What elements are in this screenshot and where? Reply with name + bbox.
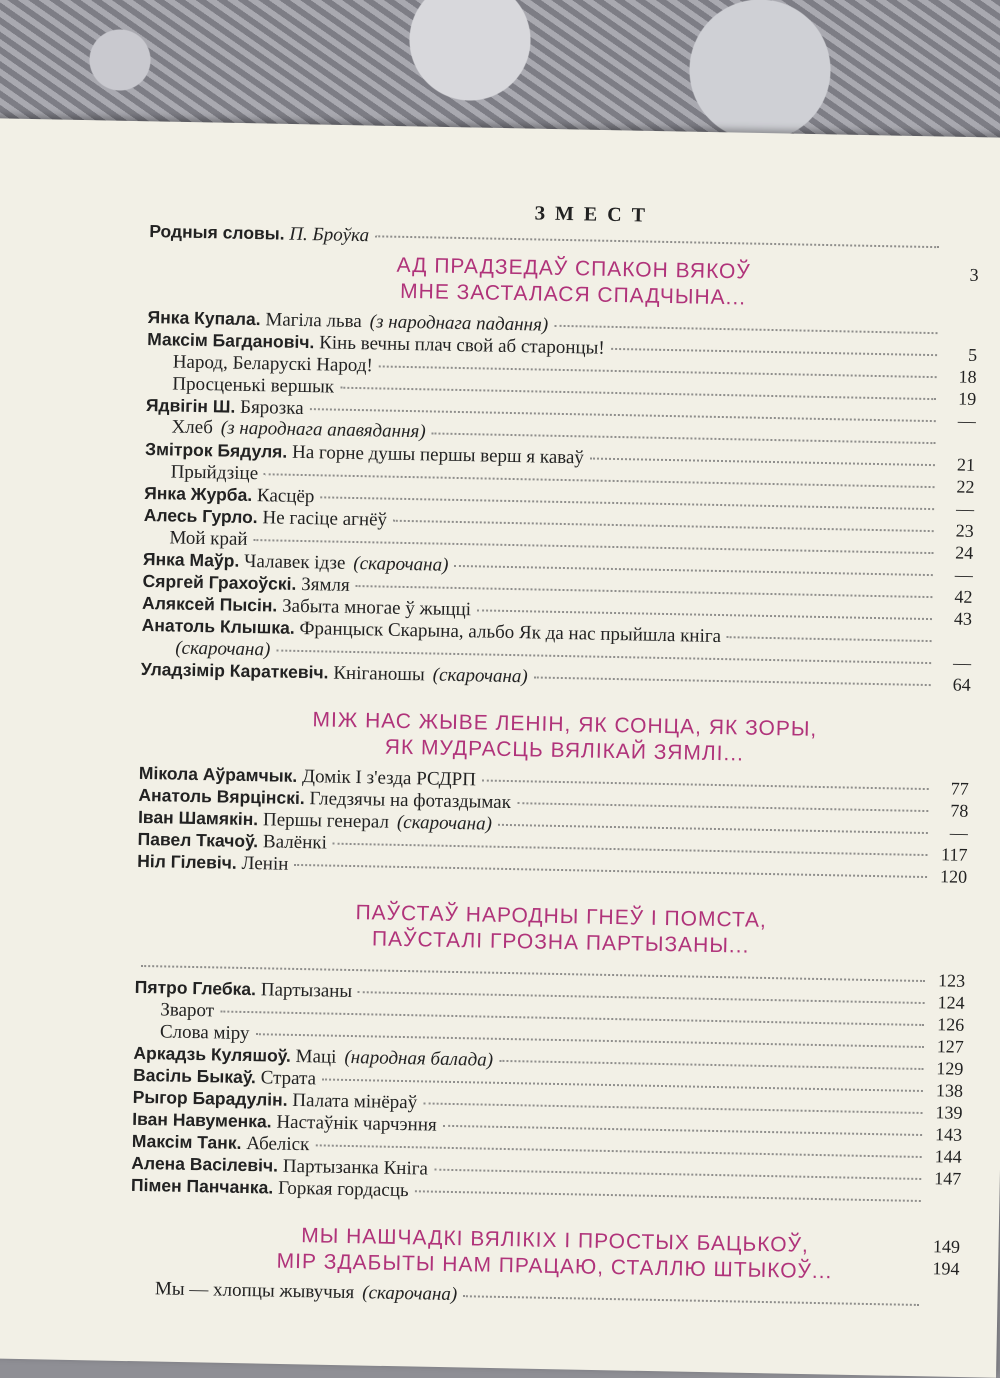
leader-dots: [434, 1167, 921, 1179]
leader-dots: [294, 862, 927, 877]
section-heading-line: ПАЎСТАЎ НАРОДНЫ ГНЕЎ І ПОМСТА,: [355, 901, 768, 932]
entry-title: На горне душы першы верш я каваў: [291, 441, 585, 469]
leader-dots: [499, 1058, 923, 1069]
leader-dots: [333, 841, 928, 855]
entry-title: Абеліск: [246, 1133, 310, 1156]
entry-page: [927, 1206, 961, 1207]
leader-dots: [498, 822, 928, 833]
entry-page: 19: [958, 388, 977, 409]
entry-title: Кніганошы: [333, 662, 425, 686]
leader-dots: [423, 1101, 922, 1114]
entry-page: 23: [955, 520, 974, 541]
entry-note: (скарочана): [432, 664, 528, 688]
leader-dots: [477, 608, 932, 620]
entry-note: (скарочана): [396, 811, 493, 835]
entry-page: 144: [934, 1146, 962, 1167]
entry-author: Аляксей Пысін.: [141, 592, 283, 616]
leader-dots: [454, 563, 933, 575]
entry-author: Мікола Аўрамчык.: [138, 762, 303, 787]
entry-author: Анатоль Вярцінскі.: [138, 784, 310, 809]
entry-page: 126: [937, 1014, 965, 1035]
entry-title: Францыск Скарына, альбо Як да нас прыйшла кніга: [299, 617, 722, 648]
entry-page: 5: [967, 344, 978, 365]
entry-author: Іван Шамякін.: [137, 806, 264, 830]
section-heading-pages: [935, 719, 970, 764]
leader-dots: [534, 675, 931, 686]
leader-dots: [393, 518, 934, 531]
leader-dots: [340, 385, 936, 399]
entry-page: —: [957, 410, 977, 431]
entry-page: 124: [937, 992, 965, 1013]
entry-author: Максім Багдановіч.: [147, 328, 320, 353]
entry-page: 129: [936, 1058, 964, 1079]
entry-note: (з народнага апавядання): [220, 417, 426, 443]
entry-note: (скарочана): [175, 637, 271, 661]
entry-note: (з народнага падання): [369, 311, 549, 336]
entry-title: Бярозка: [239, 396, 304, 419]
entry-page: —: [954, 564, 974, 585]
entry-author: Аркадзь Куляшоў.: [133, 1042, 296, 1066]
entry-page: —: [949, 822, 969, 843]
entry-title: Просценькі вершык: [172, 373, 335, 398]
entry-page: 78: [950, 800, 969, 821]
section-heading-page: [932, 933, 966, 956]
entry-page: [943, 338, 977, 339]
entry-page: 127: [936, 1036, 964, 1057]
leader-dots: [443, 1123, 922, 1135]
entry-title: Прыйдзіце: [170, 461, 259, 485]
toc-entry-text: [137, 850, 289, 876]
entry-author: Пімен Панчанка.: [130, 1174, 279, 1198]
leader-dots: [358, 990, 925, 1004]
entry-page: [945, 252, 979, 253]
entry-title: Народ, Беларускі Народ!: [172, 351, 374, 377]
entry-title: Палата мінёраў: [292, 1089, 418, 1114]
entry-author: Янка Маўр.: [142, 548, 245, 571]
entry-title: Слова міру: [159, 1021, 250, 1045]
entry-author: Уладзімір Караткевіч.: [140, 658, 334, 683]
entry-author: Алесь Гурло.: [143, 504, 263, 528]
entry-page: 138: [935, 1080, 964, 1101]
entry-author: Змітрок Бядуля.: [144, 438, 293, 462]
entry-author: Максім Танк.: [131, 1130, 247, 1154]
entry-page: 24: [955, 542, 974, 563]
section-heading-pages: [932, 911, 967, 956]
toc-entry-text: [134, 999, 214, 1023]
entry-author: Янка Журба.: [144, 482, 258, 506]
section-heading-line: АД ПРАДЗЕДАЎ СПАКОН ВЯКОЎ: [396, 253, 751, 284]
entry-page: 21: [956, 454, 976, 475]
entry-page: 64: [952, 674, 971, 695]
entry-title: Кінь вечны плач свой аб старонцы!: [318, 332, 605, 359]
leader-dots: [379, 364, 937, 378]
leader-dots: [432, 431, 936, 444]
leader-dots: [554, 323, 937, 333]
entry-author: Васіль Быкаў.: [132, 1064, 261, 1088]
leader-dots: [517, 801, 928, 812]
entry-title: Забыта многае ў жыцці: [281, 595, 472, 621]
leader-dots: [320, 495, 934, 510]
entry-page: [925, 1309, 959, 1310]
leader-dots: [463, 1294, 919, 1306]
entry-page: [937, 646, 971, 647]
entry-note: (скарочана): [353, 552, 449, 576]
leader-dots: [375, 234, 939, 248]
leader-dots: [415, 1189, 921, 1202]
entry-author: Анатоль Клышка.: [141, 614, 300, 638]
section-heading-page: [936, 719, 970, 742]
leader-dots: [356, 584, 933, 598]
entry-page: 43: [953, 608, 973, 629]
leader-dots: [322, 1077, 923, 1092]
entry-page: 18: [958, 366, 977, 387]
toc-sections: [129, 248, 979, 1316]
entry-author: Алена Васілевіч.: [131, 1152, 284, 1176]
entry-title: Касцёр: [256, 485, 315, 508]
leader-dots: [727, 635, 932, 642]
entry-title: Чалавек ідзе: [243, 550, 346, 574]
section-heading-page: [932, 911, 966, 934]
leader-dots: [590, 456, 935, 466]
entry-note: (народная балада): [344, 1046, 494, 1071]
entry-title: Хлеб: [171, 416, 214, 439]
entry-title: Страта: [260, 1067, 317, 1090]
table-of-contents: [129, 195, 980, 1316]
entry-title: Ленін: [241, 852, 289, 875]
toc-entry-text: [149, 220, 369, 247]
entry-author: Іван Навуменка.: [132, 1108, 277, 1132]
section-heading-block: [156, 896, 967, 964]
entry-title: Настаўнік чарчэння: [276, 1111, 437, 1136]
entry-title: Гледзячы на фотаздымак: [309, 788, 512, 814]
entry-title: Першы генерал: [262, 809, 390, 833]
entry-title: Зямля: [301, 573, 350, 596]
section-heading-line: ЯК МУДРАСЦЬ ВЯЛІКАЙ ЗЯМЛІ...: [384, 735, 745, 766]
entry-title: Не гасіце агнёў: [262, 507, 388, 531]
leader-dots: [315, 1143, 921, 1158]
entry-page: 42: [954, 586, 973, 607]
section-heading-block: [159, 704, 970, 772]
entry-page: —: [955, 498, 975, 519]
entry-page: 77: [950, 778, 969, 799]
leader-dots: [482, 778, 929, 790]
entry-author: Янка Купала.: [147, 306, 266, 330]
entry-title: Магіла льва: [265, 309, 362, 333]
section-heading-pages: [925, 1235, 960, 1280]
entry-author: Ядвігін Ш.: [145, 394, 241, 417]
entry-title: Зварот: [160, 999, 215, 1022]
entry-title: Домік І з'езда РСДРП: [301, 766, 477, 791]
section-heading-line: МІР ЗДАБЫТЫ НАМ ПРАЦАЮ, СТАЛЛЮ ШТЫКОЎ...: [276, 1249, 833, 1284]
entry-page: 123: [937, 970, 966, 991]
entry-author: Пятро Глебка.: [134, 976, 262, 1000]
section-heading-line: МІЖ НАС ЖЫВЕ ЛЕНІН, ЯК СОНЦА, ЯК ЗОРЫ,: [312, 708, 818, 741]
section-heading-page: 3: [969, 264, 979, 285]
entry-title: Партызаны: [260, 979, 353, 1003]
entry-author: Павел Ткачоў.: [137, 828, 264, 852]
toc-title: ЗМЕСТ: [534, 202, 656, 227]
section-heading-page: 194: [932, 1258, 960, 1279]
section-heading-page: 149: [932, 1236, 961, 1257]
entry-author: Сяргей Грахоўскі.: [142, 570, 302, 594]
entry-title: Мой край: [169, 527, 248, 550]
section-heading-block: [168, 248, 979, 316]
entry-page: 147: [934, 1168, 962, 1189]
entry-title: Мы — хлопцы жывучыя: [154, 1278, 355, 1304]
section-heading-block: [149, 1220, 960, 1288]
section-heading-line: МНЕ ЗАСТАЛАСЯ СПАДЧЫНА...: [399, 279, 747, 310]
section-heading-line: МЫ НАШЧАДКІ ВЯЛІКІХ І ПРОСТЫХ БАЦЬКОЎ,: [300, 1224, 810, 1257]
section-heading-page: [935, 741, 969, 764]
entry-page: 22: [956, 476, 975, 497]
entry-page: 139: [935, 1102, 963, 1123]
entry-page: [941, 447, 975, 448]
entry-page: 120: [939, 866, 968, 887]
entry-author: Ніл Гілевіч.: [137, 850, 242, 873]
leader-dots: [611, 346, 937, 355]
leader-dots: [276, 648, 931, 664]
entry-note: (скарочана): [362, 1282, 458, 1306]
section-heading-line: ПАЎСТАЛІ ГРОЗНА ПАРТЫЗАНЫ...: [371, 927, 750, 958]
entry-title: Партызанка Кніга: [282, 1155, 429, 1180]
section-heading-pages: [944, 263, 979, 308]
leader-dots: [310, 407, 936, 422]
entry-title: Маці: [295, 1045, 337, 1068]
entry-author: Родныя словы.: [149, 220, 285, 244]
entry-author: Рыгор Барадулін.: [132, 1086, 293, 1110]
entry-page: 117: [940, 844, 968, 865]
entry-title: Валёнкі: [262, 831, 328, 854]
entry-page: —: [952, 652, 972, 673]
section-heading-page: [944, 285, 978, 308]
entry-page: 143: [934, 1124, 963, 1145]
entry-title: П. Броўка: [289, 223, 370, 247]
entry-title: Горкая гордасць: [277, 1177, 409, 1202]
